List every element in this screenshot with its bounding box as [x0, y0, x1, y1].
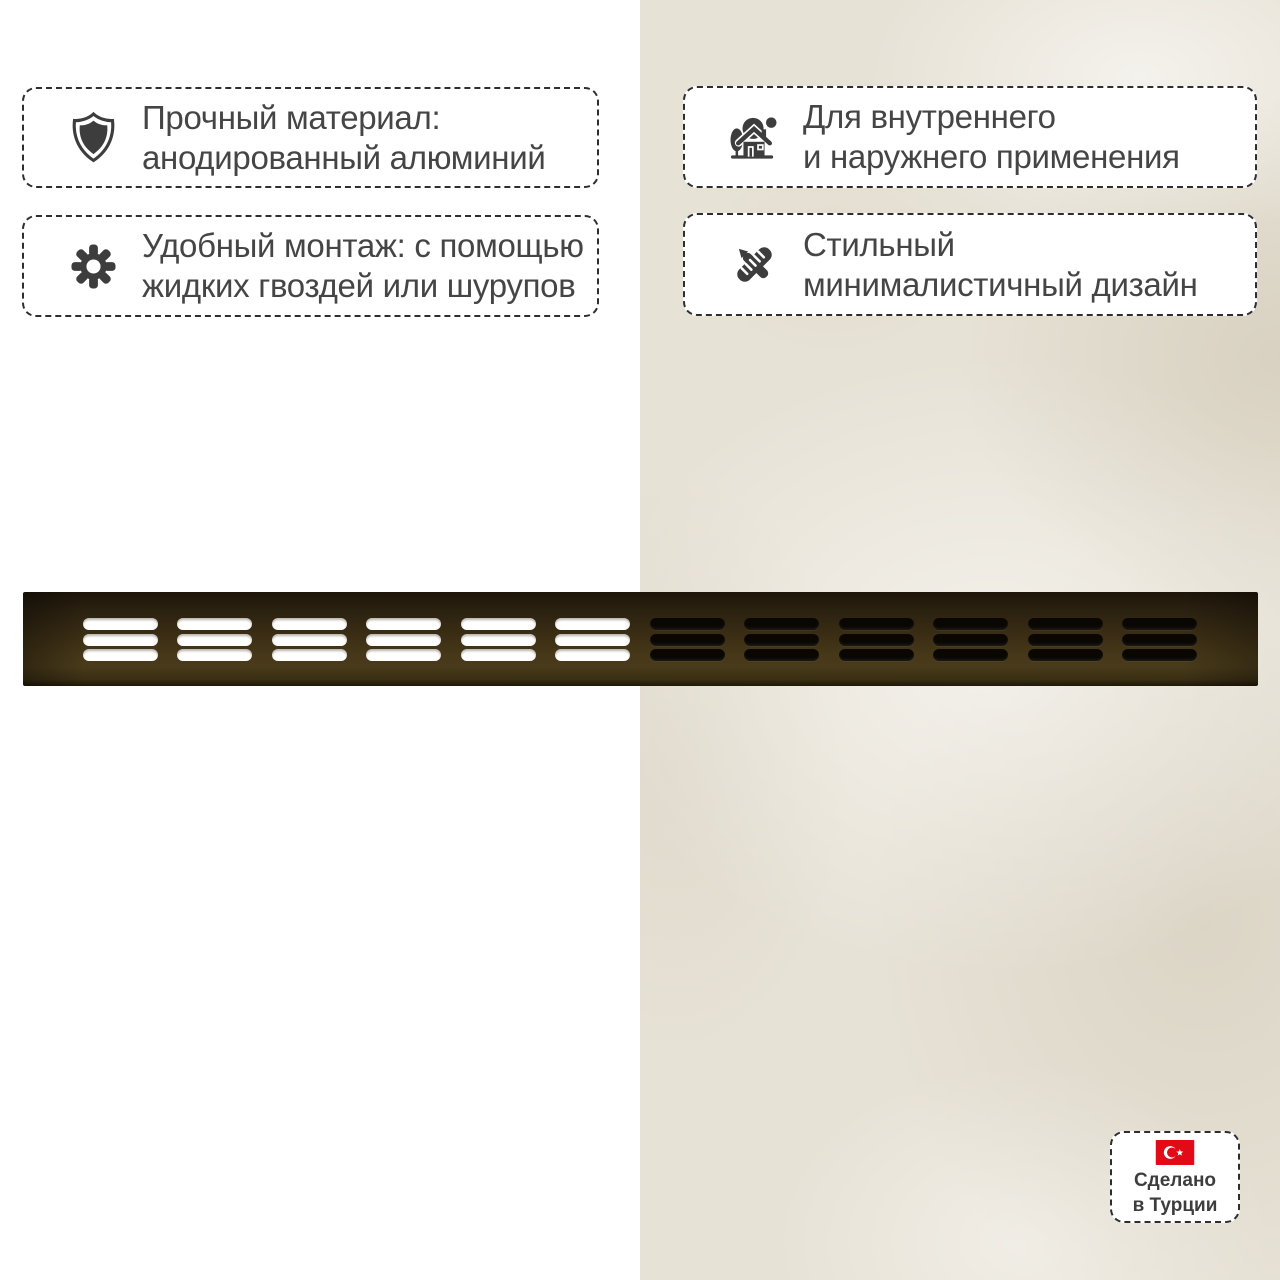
grille-slot	[839, 634, 914, 646]
feature-line: Стильный	[803, 225, 955, 263]
grille-slot	[1122, 634, 1197, 646]
grille-slot-group	[272, 618, 347, 661]
grille-slot	[83, 618, 158, 630]
shield-icon	[68, 112, 118, 163]
grille-slot-group	[177, 618, 252, 661]
feature-box-usage	[683, 86, 1257, 188]
grille-slot	[1028, 618, 1103, 630]
feature-line: анодированный алюминий	[142, 138, 546, 176]
grille-slot	[744, 634, 819, 646]
grille-slots	[83, 618, 1197, 661]
gear-icon	[68, 243, 118, 290]
grille-slot	[650, 634, 725, 646]
feature-text-design	[803, 225, 1198, 305]
grille-slot-group	[1122, 618, 1197, 661]
grille-slot	[461, 618, 536, 630]
grille-slot	[1028, 649, 1103, 661]
grille-slot	[83, 649, 158, 661]
grille-slot	[366, 649, 441, 661]
made-in-badge	[1110, 1131, 1240, 1223]
grille-slot	[933, 634, 1008, 646]
grille-slot-group	[366, 618, 441, 661]
grille-slot	[744, 618, 819, 630]
feature-line: жидких гвоздей или шурупов	[142, 267, 576, 304]
grille-slot	[1122, 649, 1197, 661]
grille-slot	[933, 618, 1008, 630]
grille-slot-group	[744, 618, 819, 661]
made-in-text: в Турции	[1132, 1194, 1218, 1216]
grille-slot	[461, 649, 536, 661]
grille-slot	[933, 649, 1008, 661]
feature-line: и наружнего применения	[803, 138, 1180, 175]
feature-text-material	[142, 98, 545, 178]
grille-slot	[366, 618, 441, 630]
grille-slot	[650, 618, 725, 630]
feature-box-design	[683, 213, 1257, 316]
grille-slot	[1122, 618, 1197, 630]
grille-slot	[839, 618, 914, 630]
grille-slot-group	[933, 618, 1008, 661]
grille-slot-group	[461, 618, 536, 661]
grille-slot	[272, 649, 347, 661]
grille-slot	[650, 649, 725, 661]
feature-text-usage	[803, 97, 1180, 177]
grille-slot	[555, 618, 630, 630]
grille-slot-group	[83, 618, 158, 661]
feature-box-material	[22, 87, 599, 188]
grille-slot	[461, 634, 536, 646]
grille-slot	[272, 634, 347, 646]
feature-box-mounting	[22, 215, 599, 317]
pencil-ruler-icon	[729, 241, 779, 288]
feature-text-mounting	[142, 226, 584, 306]
feature-line: Прочный материал:	[142, 98, 441, 136]
grille-slot-group	[1028, 618, 1103, 661]
turkey-flag-icon	[1155, 1140, 1195, 1165]
grille-slot	[555, 649, 630, 661]
grille-slot	[177, 649, 252, 661]
grille-slot	[744, 649, 819, 661]
grille-slot	[555, 634, 630, 646]
feature-line: Для внутреннего	[803, 98, 1056, 135]
grille-slot	[83, 634, 158, 646]
feature-line: минималистичный дизайн	[803, 265, 1198, 303]
grille-slot	[366, 634, 441, 646]
grille-slot	[272, 618, 347, 630]
grille-slot	[177, 618, 252, 630]
grille-slot-group	[650, 618, 725, 661]
grille-slot-group	[839, 618, 914, 661]
feature-line: Удобный монтаж: с помощью	[142, 227, 584, 264]
grille-slot-group	[555, 618, 630, 661]
made-in-text: Сделано	[1133, 1169, 1217, 1191]
grille-slot	[1028, 634, 1103, 646]
grille-slot	[177, 634, 252, 646]
vent-grille-product	[23, 592, 1258, 686]
house-outdoor-icon	[729, 114, 779, 160]
grille-slot	[839, 649, 914, 661]
